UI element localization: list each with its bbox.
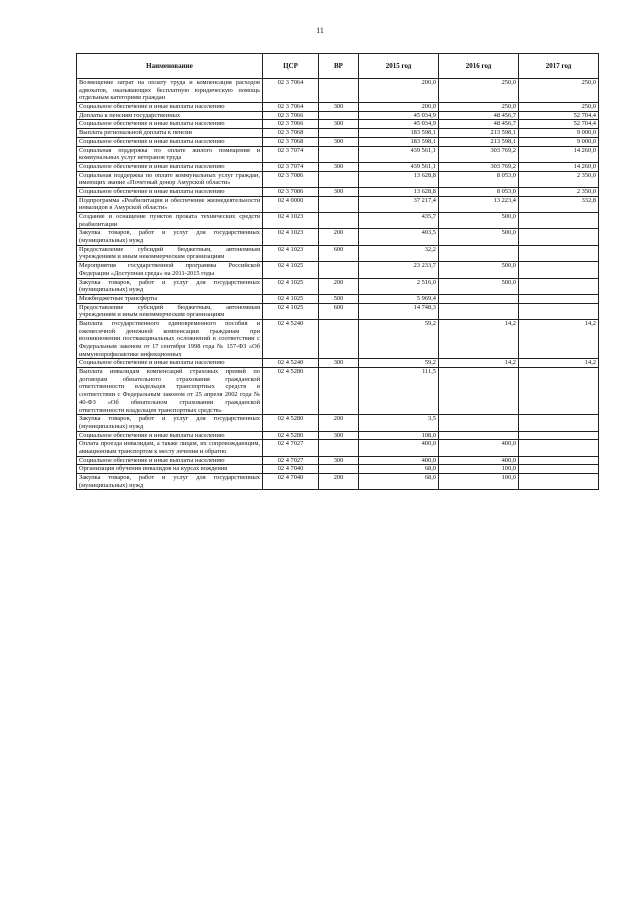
table-row [77, 111, 599, 120]
row-2015-cell: 2 516,0 [359, 278, 439, 294]
row-2016-cell: 303 769,2 [439, 162, 519, 171]
row-2016-cell: 213 598,1 [439, 129, 519, 138]
row-2017-cell: 14,2 [519, 319, 599, 358]
row-vr-cell [319, 196, 359, 212]
row-2016-cell [439, 431, 519, 440]
row-2016-cell: 100,0 [439, 474, 519, 490]
row-2017-cell [519, 278, 599, 294]
table-row [77, 245, 599, 261]
row-csr-cell: 02 3 7064 [263, 79, 319, 103]
header-2017: 2017 год [519, 54, 599, 79]
row-vr-cell [319, 262, 359, 278]
row-name-cell: Мероприятия государственной программы Российской Федерации «Доступная среда» на 2011-2015 годы [77, 262, 263, 278]
row-name-cell: Социальное обеспечение и иные выплаты населению [77, 431, 263, 440]
row-2015-cell: 59,2 [359, 319, 439, 358]
row-2017-cell: 250,0 [519, 103, 599, 112]
row-name-cell: Социальное обеспечение и иные выплаты населению [77, 359, 263, 368]
row-2016-cell: 14,2 [439, 319, 519, 358]
row-2015-cell: 400,0 [359, 456, 439, 465]
row-2017-cell: 2 350,0 [519, 187, 599, 196]
row-vr-cell: 300 [319, 456, 359, 465]
row-2016-cell: 48 456,7 [439, 111, 519, 120]
row-2017-cell: 14 260,0 [519, 146, 599, 162]
row-vr-cell [319, 129, 359, 138]
row-name-cell: Создание и оснащение пунктов проката технических средств реабилитации [77, 213, 263, 229]
row-vr-cell: 200 [319, 278, 359, 294]
table-row [77, 440, 599, 456]
row-name-cell: Оплата проезда инвалидам, а также лицам, их сопровождающим, авиационным транспортом к месту лечения и обратно [77, 440, 263, 456]
row-name-cell: Закупка товаров, работ и услуг для государственных (муниципальных) нужд [77, 278, 263, 294]
row-vr-cell [319, 213, 359, 229]
table-row [77, 456, 599, 465]
row-csr-cell: 02 4 7040 [263, 465, 319, 474]
header-csr: ЦСР [263, 54, 319, 79]
row-vr-cell: 200 [319, 474, 359, 490]
row-vr-cell [319, 146, 359, 162]
header-vr: ВР [319, 54, 359, 79]
row-2016-cell [439, 303, 519, 319]
row-2015-cell: 45 034,9 [359, 120, 439, 129]
row-name-cell: Социальное обеспечение и иные выплаты населению [77, 162, 263, 171]
row-2015-cell: 403,5 [359, 229, 439, 245]
row-2015-cell: 13 628,8 [359, 171, 439, 187]
row-2017-cell: 9 000,0 [519, 129, 599, 138]
row-name-cell: Предоставление субсидий бюджетным, автономным учреждениям и иным некоммерческим организациям [77, 245, 263, 261]
row-name-cell: Социальное обеспечение и иные выплаты населению [77, 187, 263, 196]
row-2017-cell [519, 262, 599, 278]
row-name-cell: Доплаты к пенсиям государственных [77, 111, 263, 120]
header-2016: 2016 год [439, 54, 519, 79]
row-csr-cell: 02 4 7027 [263, 456, 319, 465]
row-2016-cell: 400,0 [439, 440, 519, 456]
row-2016-cell: 14,2 [439, 359, 519, 368]
row-2015-cell: 59,2 [359, 359, 439, 368]
row-2015-cell: 68,0 [359, 465, 439, 474]
row-vr-cell: 300 [319, 120, 359, 129]
row-name-cell: Социальное обеспечение и иные выплаты населению [77, 456, 263, 465]
row-2015-cell: 200,0 [359, 79, 439, 103]
row-2015-cell: 37 217,4 [359, 196, 439, 212]
row-vr-cell: 600 [319, 303, 359, 319]
row-csr-cell: 02 4 7027 [263, 440, 319, 456]
table-row [77, 359, 599, 368]
row-2016-cell: 500,0 [439, 213, 519, 229]
table-row [77, 129, 599, 138]
row-2017-cell [519, 431, 599, 440]
table-row [77, 415, 599, 431]
row-2015-cell: 32,2 [359, 245, 439, 261]
row-2016-cell [439, 245, 519, 261]
row-csr-cell: 02 4 5240 [263, 359, 319, 368]
row-2015-cell: 200,0 [359, 103, 439, 112]
row-2016-cell: 500,0 [439, 262, 519, 278]
row-name-cell: Выплата региональной доплаты к пенсии [77, 129, 263, 138]
row-vr-cell: 300 [319, 187, 359, 196]
row-2015-cell: 183 598,1 [359, 137, 439, 146]
header-name: Наименование [77, 54, 263, 79]
row-2017-cell [519, 456, 599, 465]
row-name-cell: Выплата государственного единовременного пособия и ежемесячной денежной компенсации гражданам при возникновении поствакцинальных осложнений в соответствии с Федеральным законом от 17 сентября 1998 года № 157-ФЗ «Об иммунопрофилактике инфекционных [77, 319, 263, 358]
row-2016-cell [439, 368, 519, 415]
row-csr-cell: 02 4 1023 [263, 213, 319, 229]
table-row [77, 137, 599, 146]
row-vr-cell [319, 111, 359, 120]
row-2017-cell: 250,0 [519, 79, 599, 103]
row-2016-cell: 48 456,7 [439, 120, 519, 129]
row-2016-cell: 303 769,2 [439, 146, 519, 162]
row-2017-cell: 52 704,4 [519, 120, 599, 129]
row-2015-cell: 13 628,8 [359, 187, 439, 196]
row-vr-cell: 300 [319, 103, 359, 112]
row-2016-cell: 400,0 [439, 456, 519, 465]
budget-table [76, 53, 599, 490]
row-csr-cell: 02 3 7066 [263, 111, 319, 120]
table-row [77, 187, 599, 196]
row-2017-cell [519, 229, 599, 245]
row-vr-cell: 300 [319, 431, 359, 440]
row-2017-cell [519, 294, 599, 303]
row-2015-cell: 183 598,1 [359, 129, 439, 138]
row-2016-cell: 13 223,4 [439, 196, 519, 212]
row-vr-cell [319, 79, 359, 103]
table-row [77, 303, 599, 319]
row-2017-cell [519, 303, 599, 319]
row-2015-cell: 45 034,9 [359, 111, 439, 120]
table-row [77, 368, 599, 415]
row-2017-cell [519, 465, 599, 474]
table-row [77, 120, 599, 129]
row-csr-cell: 02 3 7066 [263, 120, 319, 129]
header-2015: 2015 год [359, 54, 439, 79]
row-2015-cell: 439 561,1 [359, 146, 439, 162]
row-2015-cell: 5 969,4 [359, 294, 439, 303]
row-2017-cell [519, 440, 599, 456]
row-2015-cell: 14 748,3 [359, 303, 439, 319]
row-vr-cell: 300 [319, 137, 359, 146]
row-csr-cell: 02 4 5240 [263, 319, 319, 358]
row-2016-cell [439, 415, 519, 431]
row-2016-cell: 500,0 [439, 229, 519, 245]
row-name-cell: Межбюджетные трансферты [77, 294, 263, 303]
table-row [77, 262, 599, 278]
row-2015-cell: 3,5 [359, 415, 439, 431]
row-vr-cell: 600 [319, 245, 359, 261]
row-vr-cell [319, 171, 359, 187]
row-2016-cell: 8 053,0 [439, 187, 519, 196]
row-vr-cell [319, 465, 359, 474]
row-csr-cell: 02 4 1023 [263, 229, 319, 245]
row-csr-cell: 02 3 7074 [263, 146, 319, 162]
row-name-cell: Закупка товаров, работ и услуг для государственных (муниципальных) нужд [77, 474, 263, 490]
row-2017-cell: 14,2 [519, 359, 599, 368]
table-row [77, 229, 599, 245]
row-vr-cell: 300 [319, 359, 359, 368]
row-2017-cell [519, 213, 599, 229]
row-vr-cell: 500 [319, 294, 359, 303]
table-row [77, 278, 599, 294]
row-csr-cell: 02 4 5280 [263, 368, 319, 415]
row-name-cell: Социальная поддержка по оплате коммунальных услуг граждан, имеющих звание «Почетный донор Амурской области» [77, 171, 263, 187]
table-row [77, 319, 599, 358]
row-2015-cell: 68,0 [359, 474, 439, 490]
page-number: 11 [316, 26, 324, 35]
row-2017-cell: 52 704,4 [519, 111, 599, 120]
row-vr-cell: 300 [319, 162, 359, 171]
row-2016-cell: 100,0 [439, 465, 519, 474]
row-name-cell: Возмещение затрат на оплату труда и компенсация расходов адвокатов, оказывающих бесплатную юридическую помощь отдельным категориям граждан [77, 79, 263, 103]
table-row [77, 294, 599, 303]
row-vr-cell: 200 [319, 229, 359, 245]
table-body [77, 79, 599, 490]
row-2017-cell: 14 260,0 [519, 162, 599, 171]
row-2017-cell [519, 474, 599, 490]
table-row [77, 213, 599, 229]
row-csr-cell: 02 4 1023 [263, 245, 319, 261]
row-name-cell: Социальное обеспечение и иные выплаты населению [77, 120, 263, 129]
table-row [77, 196, 599, 212]
row-name-cell: Организация обучения инвалидов на курсах вождения [77, 465, 263, 474]
row-csr-cell: 02 4 7040 [263, 474, 319, 490]
row-2015-cell: 108,0 [359, 431, 439, 440]
row-csr-cell: 02 3 7068 [263, 137, 319, 146]
row-2015-cell: 400,0 [359, 440, 439, 456]
row-2015-cell: 435,7 [359, 213, 439, 229]
row-csr-cell: 02 4 5280 [263, 415, 319, 431]
row-csr-cell: 02 4 1025 [263, 303, 319, 319]
row-2015-cell: 23 233,7 [359, 262, 439, 278]
table-header-row [77, 54, 599, 79]
row-csr-cell: 02 4 1025 [263, 278, 319, 294]
row-vr-cell [319, 440, 359, 456]
row-csr-cell: 02 4 0000 [263, 196, 319, 212]
row-vr-cell: 200 [319, 415, 359, 431]
row-2017-cell [519, 245, 599, 261]
row-name-cell: Выплата инвалидам компенсаций страховых премий по договорам обязательного страхования гражданской ответственности владельцев транспортных средств в соответствии с Федеральным законом от 25 апреля 2002 года № 40-ФЗ «Об обязательном страховании гражданской ответственности владельцев транспортных средств» [77, 368, 263, 415]
row-name-cell: Предоставление субсидий бюджетным, автономным учреждениям и иным некоммерческим организациям [77, 303, 263, 319]
row-2017-cell [519, 415, 599, 431]
row-name-cell: Закупка товаров, работ и услуг для государственных (муниципальных) нужд [77, 415, 263, 431]
table-row [77, 431, 599, 440]
row-csr-cell: 02 4 5280 [263, 431, 319, 440]
row-2015-cell: 439 561,1 [359, 162, 439, 171]
row-2016-cell: 8 053,0 [439, 171, 519, 187]
row-csr-cell: 02 3 7074 [263, 162, 319, 171]
table-row [77, 103, 599, 112]
row-2016-cell: 500,0 [439, 278, 519, 294]
row-csr-cell: 02 3 7086 [263, 187, 319, 196]
row-2016-cell [439, 294, 519, 303]
table-row [77, 171, 599, 187]
table-row [77, 465, 599, 474]
row-name-cell: Социальное обеспечение и иные выплаты населению [77, 137, 263, 146]
table-row [77, 79, 599, 103]
row-2016-cell: 250,0 [439, 79, 519, 103]
row-csr-cell: 02 3 7086 [263, 171, 319, 187]
table-row [77, 162, 599, 171]
row-2017-cell: 2 350,0 [519, 171, 599, 187]
row-name-cell: Закупка товаров, работ и услуг для государственных (муниципальных) нужд [77, 229, 263, 245]
row-2015-cell: 111,5 [359, 368, 439, 415]
row-2017-cell: 9 000,0 [519, 137, 599, 146]
row-vr-cell [319, 319, 359, 358]
row-name-cell: Социальная поддержка по оплате жилого помещения и коммунальных услуг ветеранов труда [77, 146, 263, 162]
row-csr-cell: 02 4 1025 [263, 294, 319, 303]
table-row [77, 474, 599, 490]
row-2017-cell: 332,8 [519, 196, 599, 212]
row-name-cell: Подпрограмма «Реабилитация и обеспечение жизнедеятельности инвалидов в Амурской области» [77, 196, 263, 212]
row-csr-cell: 02 3 7068 [263, 129, 319, 138]
row-2016-cell: 213 598,1 [439, 137, 519, 146]
row-vr-cell [319, 368, 359, 415]
row-csr-cell: 02 4 1025 [263, 262, 319, 278]
row-name-cell: Социальное обеспечение и иные выплаты населению [77, 103, 263, 112]
row-2017-cell [519, 368, 599, 415]
row-csr-cell: 02 3 7064 [263, 103, 319, 112]
row-2016-cell: 250,0 [439, 103, 519, 112]
table-row [77, 146, 599, 162]
